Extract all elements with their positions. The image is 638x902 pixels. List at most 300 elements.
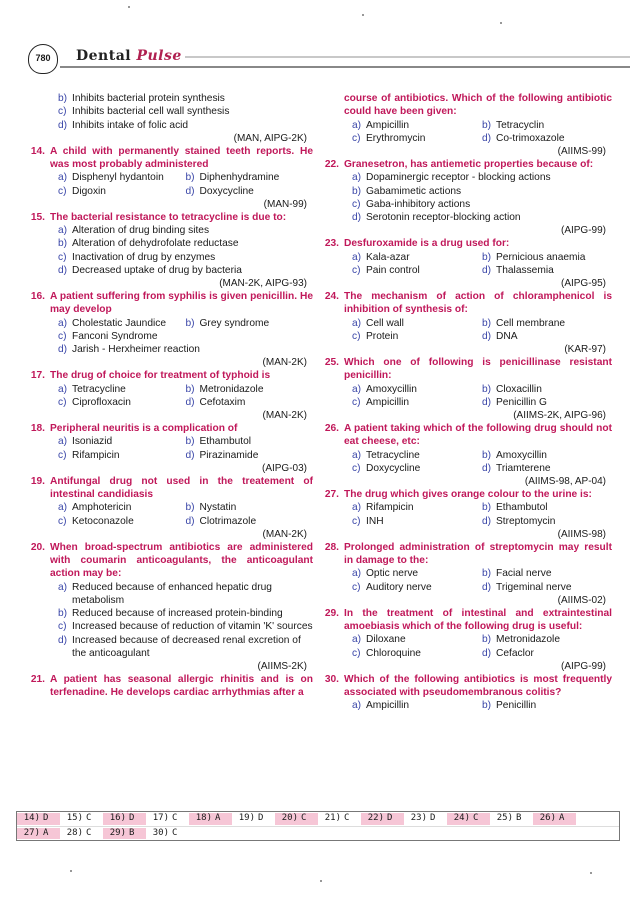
option — [186, 185, 314, 198]
option-row — [352, 581, 612, 594]
option — [58, 105, 313, 118]
question-row — [312, 673, 612, 700]
option-text: Inhibits bacterial cell wall synthesis — [72, 106, 230, 118]
option — [58, 264, 313, 277]
question-text: A patient has seasonal allergic rhinitis and is on terfenadine. He develops cardiac arrhythmias after a — [50, 674, 313, 699]
question-block — [18, 92, 313, 145]
option-row — [58, 224, 313, 237]
option — [352, 330, 482, 343]
answer-number: 21) — [324, 813, 341, 824]
option-row — [58, 92, 313, 105]
option — [186, 383, 314, 396]
option-label: c) — [58, 515, 67, 527]
question-text: In the treatment of intestinal and extraintestinal amoebiasis which of the following drug is useful: — [344, 607, 612, 632]
option — [352, 633, 482, 646]
question-row — [18, 290, 313, 317]
option-label: a) — [58, 502, 68, 514]
option-row — [352, 185, 612, 198]
question-number: 18. — [30, 423, 45, 434]
question-number: 29. — [324, 607, 339, 619]
option — [58, 607, 313, 620]
options — [58, 92, 313, 132]
option-label: c) — [58, 449, 67, 461]
option — [58, 251, 313, 264]
answer-value: D — [129, 813, 135, 824]
option-text: Nystatin — [199, 502, 237, 514]
question-row — [18, 475, 313, 502]
option — [482, 633, 612, 646]
question-number: 23. — [324, 238, 339, 250]
option-row — [58, 237, 313, 250]
options — [352, 171, 612, 224]
options — [58, 435, 313, 462]
option-label: c) — [352, 462, 361, 474]
question-text: When broad-spectrum antibiotics are administered with coumarin anticoagulants, the anticoagulant action may be: — [50, 541, 313, 580]
option-label: b) — [482, 251, 492, 263]
question-row — [18, 211, 313, 224]
option-label: b) — [482, 700, 492, 712]
answer-number: 27) — [23, 827, 40, 838]
options — [352, 699, 612, 712]
answer-cell — [447, 813, 490, 825]
option — [352, 567, 482, 580]
question-source: (AIPG-99) — [560, 660, 606, 672]
option-row — [352, 132, 612, 145]
question-number: 17. — [30, 370, 45, 382]
question-block — [18, 422, 313, 475]
option — [186, 435, 314, 448]
options — [58, 224, 313, 277]
answer-cell — [17, 828, 60, 840]
option-label: b) — [58, 238, 68, 250]
answer-number: 24) — [453, 813, 470, 824]
answer-value: D — [258, 813, 264, 824]
question-number: 16. — [30, 291, 45, 302]
question-number: 15. — [30, 211, 45, 223]
question-row — [18, 145, 313, 172]
option-text: Cholestatic Jaundice — [72, 317, 167, 329]
option-label: a) — [352, 700, 362, 712]
answer-value: D — [43, 813, 49, 824]
question-block — [312, 158, 612, 237]
answer-number: 23) — [410, 813, 427, 824]
option — [482, 317, 612, 330]
option-label: a) — [352, 317, 362, 329]
brand-script: Pulse — [136, 48, 182, 64]
question-number: 21. — [30, 674, 45, 685]
option-label: b) — [58, 93, 68, 104]
question-text: A patient suffering from syphilis is given penicillin. He may develop — [50, 291, 313, 316]
question-text: A patient taking which of the following drug should not eat cheese, etc: — [344, 423, 612, 448]
option-text: Gabamimetic actions — [366, 185, 462, 197]
option-row — [58, 185, 313, 198]
option — [482, 462, 612, 475]
option-text: Cefaclor — [496, 647, 534, 659]
question-number: 19. — [30, 475, 45, 487]
answer-cell — [103, 813, 146, 825]
answer-number: 16) — [109, 813, 126, 824]
question-block — [312, 488, 612, 541]
answer-cell — [60, 813, 103, 825]
option — [58, 119, 313, 132]
answer-number: 25) — [496, 813, 513, 824]
question-block — [18, 211, 313, 290]
option-label: d) — [58, 119, 68, 131]
option-label: d) — [482, 581, 492, 593]
option — [58, 515, 186, 528]
options — [58, 581, 313, 661]
option-row — [352, 396, 612, 409]
question-text: Peripheral neuritis is a complication of — [50, 423, 238, 434]
answer-cell — [490, 813, 533, 825]
option-text: Serotonin receptor-blocking action — [366, 212, 521, 223]
option-label: d) — [482, 330, 492, 342]
scan-speck — [128, 6, 130, 8]
left-column — [18, 92, 313, 700]
option — [482, 264, 612, 277]
option — [186, 449, 314, 462]
option-row — [352, 330, 612, 343]
option-label: a) — [352, 251, 362, 263]
option — [482, 501, 612, 514]
option-text: Diloxane — [366, 634, 406, 646]
option-label: b) — [482, 449, 492, 461]
question-text: Desfuroxamide is a drug used for: — [344, 238, 510, 250]
question-source: (MAN-2K) — [262, 357, 307, 369]
question-row — [312, 237, 612, 250]
option-label: b) — [482, 502, 492, 514]
option — [352, 383, 482, 396]
question-row — [312, 92, 612, 119]
option-text: Ciprofloxacin — [72, 396, 131, 408]
answer-value: B — [129, 827, 135, 838]
question-row — [312, 356, 612, 383]
question-block — [18, 475, 313, 541]
option-label: d) — [482, 515, 492, 527]
option — [482, 449, 612, 462]
scan-speck — [320, 880, 322, 882]
page-header — [10, 44, 632, 74]
option — [352, 501, 482, 514]
question-row — [18, 422, 313, 435]
question-number: 27. — [324, 489, 339, 500]
option-row — [58, 435, 313, 448]
option-row — [58, 449, 313, 462]
option — [58, 383, 186, 396]
option — [482, 699, 612, 712]
option-row — [58, 501, 313, 514]
option-text: Dopaminergic receptor - blocking actions — [366, 172, 551, 184]
option-row — [352, 699, 612, 712]
option-row — [58, 317, 313, 330]
option-text: Tetracycline — [72, 383, 126, 395]
option-label: c) — [352, 132, 361, 144]
option-text: Gaba-inhibitory actions — [366, 198, 471, 210]
option-text: Inhibits intake of folic acid — [72, 119, 189, 131]
option — [482, 251, 612, 264]
option-text: Pain control — [366, 264, 420, 276]
option-text: Auditory nerve — [366, 581, 432, 593]
option-label: a) — [58, 172, 68, 184]
option — [186, 515, 314, 528]
question-block — [312, 673, 612, 713]
answer-cell — [533, 813, 576, 825]
option-row — [352, 383, 612, 396]
option-label: b) — [185, 383, 195, 395]
options — [352, 383, 612, 410]
option-text: Triamterene — [496, 462, 551, 474]
scan-speck — [70, 870, 72, 872]
answer-value: D — [430, 813, 436, 824]
option-label: a) — [352, 119, 362, 131]
answer-value: A — [215, 813, 221, 824]
option-label: a) — [352, 634, 362, 646]
option-row — [58, 251, 313, 264]
option-row — [352, 317, 612, 330]
option-label: c) — [58, 396, 67, 408]
answer-number: 14) — [23, 813, 40, 824]
option-label: d) — [482, 132, 492, 144]
option-row — [58, 343, 313, 356]
answer-cell — [146, 828, 189, 840]
options — [352, 317, 612, 344]
question-row — [312, 422, 612, 449]
options — [58, 501, 313, 528]
option — [352, 581, 482, 594]
option-text: Thalassemia — [496, 264, 554, 276]
answer-value: B — [516, 813, 522, 824]
option-row — [58, 634, 313, 661]
option-label: d) — [58, 344, 68, 355]
option-label: d) — [482, 647, 492, 659]
question-row — [312, 290, 612, 317]
answer-number: 29) — [109, 827, 126, 838]
option-row — [58, 119, 313, 132]
question-text: Prolonged administration of streptomycin may result in damage to the: — [344, 541, 612, 566]
option-label: c) — [352, 647, 361, 659]
option — [352, 462, 482, 475]
option-text: Optic nerve — [366, 568, 419, 580]
answer-number: 28) — [66, 827, 83, 838]
answer-number: 20) — [281, 813, 298, 824]
option-label: c) — [58, 621, 67, 633]
option-label: a) — [58, 436, 68, 448]
answer-cell — [60, 828, 103, 840]
question-text: A child with permanently stained teeth reports. He was most probably administered — [50, 145, 313, 170]
option — [58, 330, 313, 343]
question-row — [18, 369, 313, 382]
option — [352, 449, 482, 462]
header-rule — [185, 56, 630, 58]
option-label: d) — [482, 264, 492, 276]
option — [482, 330, 612, 343]
scan-speck — [590, 872, 592, 874]
question-number: 24. — [324, 291, 339, 302]
options — [352, 449, 612, 476]
option-row — [352, 264, 612, 277]
option-row — [58, 171, 313, 184]
option-row — [352, 647, 612, 660]
scan-speck — [500, 22, 502, 24]
option — [58, 449, 186, 462]
option-text: Ketoconazole — [72, 515, 134, 527]
option-label: d) — [482, 462, 492, 474]
option-label: c) — [58, 330, 67, 342]
option — [352, 699, 482, 712]
option-label: d) — [185, 396, 195, 408]
option-text: Ampicillin — [366, 700, 410, 712]
option-row — [352, 251, 612, 264]
option-label: c) — [58, 185, 67, 197]
option-text: Cefotaxim — [199, 396, 246, 408]
option — [58, 396, 186, 409]
question-block — [18, 290, 313, 369]
option-row — [58, 515, 313, 528]
question-number: 28. — [324, 541, 339, 553]
option-text: Grey syndrome — [199, 317, 270, 329]
option — [482, 647, 612, 660]
option-text: Amphotericin — [72, 502, 132, 514]
answer-value: C — [344, 813, 350, 824]
answer-number: 17) — [152, 813, 169, 824]
options — [352, 251, 612, 278]
option-row — [58, 581, 313, 608]
option-text: Protein — [366, 330, 399, 342]
question-source: (AIIMS-2K, AIPG-96) — [513, 410, 606, 421]
option-row — [352, 515, 612, 528]
option-label: d) — [58, 264, 68, 276]
option — [186, 317, 314, 330]
option-row — [58, 264, 313, 277]
option-label: d) — [58, 634, 68, 646]
option-label: b) — [352, 185, 362, 197]
option — [186, 501, 314, 514]
option-text: Streptomycin — [496, 515, 556, 527]
option-label: b) — [185, 502, 195, 514]
option-row — [58, 620, 313, 633]
option-text: Metronidazole — [496, 634, 560, 646]
right-column — [312, 92, 612, 713]
answer-number: 15) — [66, 813, 83, 824]
option-row — [352, 501, 612, 514]
question-source: (AIPG-99) — [560, 225, 606, 237]
answer-cell — [17, 813, 60, 825]
option-text: Facial nerve — [496, 568, 552, 580]
option-label: c) — [352, 396, 361, 408]
question-row — [312, 607, 612, 634]
option — [352, 264, 482, 277]
option-text: Diphenhydramine — [199, 172, 280, 184]
question-block — [18, 369, 313, 422]
option-label: a) — [352, 383, 362, 395]
option-label: d) — [352, 212, 362, 223]
option-row — [352, 462, 612, 475]
answer-row — [17, 826, 619, 840]
question-source: (AIPG-95) — [560, 278, 606, 289]
question-text: Which of the following antibiotics is most frequently associated with pseudomembranous colitis? — [344, 673, 612, 698]
question-source: (MAN-2K) — [262, 410, 307, 421]
option — [482, 132, 612, 145]
option-row — [352, 211, 612, 224]
question-number: 30. — [324, 673, 339, 685]
option-text: Increased because of decreased renal excretion of the anticoagulant — [72, 634, 301, 659]
question-source: (AIIMS-99) — [557, 146, 606, 157]
option-label: c) — [352, 198, 361, 210]
question-block — [312, 541, 612, 607]
option-label: a) — [352, 172, 362, 184]
option — [352, 119, 482, 132]
page-number: 780 — [35, 53, 51, 64]
option-row — [58, 330, 313, 343]
option — [352, 396, 482, 409]
option-text: Metronidazole — [199, 383, 264, 395]
answer-cell — [189, 813, 232, 825]
option-text: Ethambutol — [496, 502, 548, 514]
option-label: b) — [482, 119, 492, 131]
question-text: course of antibiotics. Which of the following antibiotic could have been given: — [344, 93, 612, 118]
question-block — [312, 92, 612, 158]
question-text: The bacterial resistance to tetracycline is due to: — [50, 211, 287, 223]
option-label: b) — [482, 383, 492, 395]
option-label: b) — [58, 608, 68, 619]
option-row — [352, 171, 612, 184]
option-label: a) — [352, 568, 362, 580]
answer-value: C — [301, 813, 307, 824]
option — [58, 224, 313, 237]
answer-cell — [146, 813, 189, 825]
option-text: Doxycycline — [366, 462, 421, 474]
option — [352, 515, 482, 528]
option-text: Pernicious anaemia — [496, 251, 586, 263]
question-source: (AIIMS-02) — [557, 594, 606, 606]
option — [482, 515, 612, 528]
option — [58, 317, 186, 330]
option-text: Penicillin G — [496, 396, 547, 408]
question-source: (MAN-2K, AIPG-93) — [219, 278, 307, 289]
answer-value: D — [387, 813, 393, 824]
question-source: (KAR-97) — [564, 344, 606, 355]
option — [58, 171, 186, 184]
option-text: Erythromycin — [366, 132, 426, 144]
option — [352, 211, 612, 224]
question-number: 20. — [30, 541, 45, 553]
option — [352, 317, 482, 330]
option-text: Rifampicin — [366, 502, 414, 514]
brand-title — [76, 47, 182, 65]
option — [58, 501, 186, 514]
options — [352, 501, 612, 528]
question-block — [312, 422, 612, 488]
option-text: Trigeminal nerve — [496, 581, 572, 593]
answer-cell — [318, 813, 361, 825]
question-number: 22. — [324, 159, 339, 170]
option-label: d) — [482, 396, 492, 408]
options — [58, 317, 313, 357]
option-text: Alteration of dehydrofolate reductase — [72, 238, 239, 250]
answer-number: 19) — [238, 813, 255, 824]
option — [58, 581, 313, 608]
question-number: 25. — [324, 357, 339, 368]
option — [58, 92, 313, 105]
option-text: Decreased uptake of drug by bacteria — [72, 264, 242, 276]
option-label: a) — [352, 449, 362, 461]
question-row — [312, 158, 612, 171]
options — [352, 633, 612, 660]
options — [352, 567, 612, 594]
option — [58, 185, 186, 198]
option — [482, 581, 612, 594]
question-block — [18, 541, 313, 673]
